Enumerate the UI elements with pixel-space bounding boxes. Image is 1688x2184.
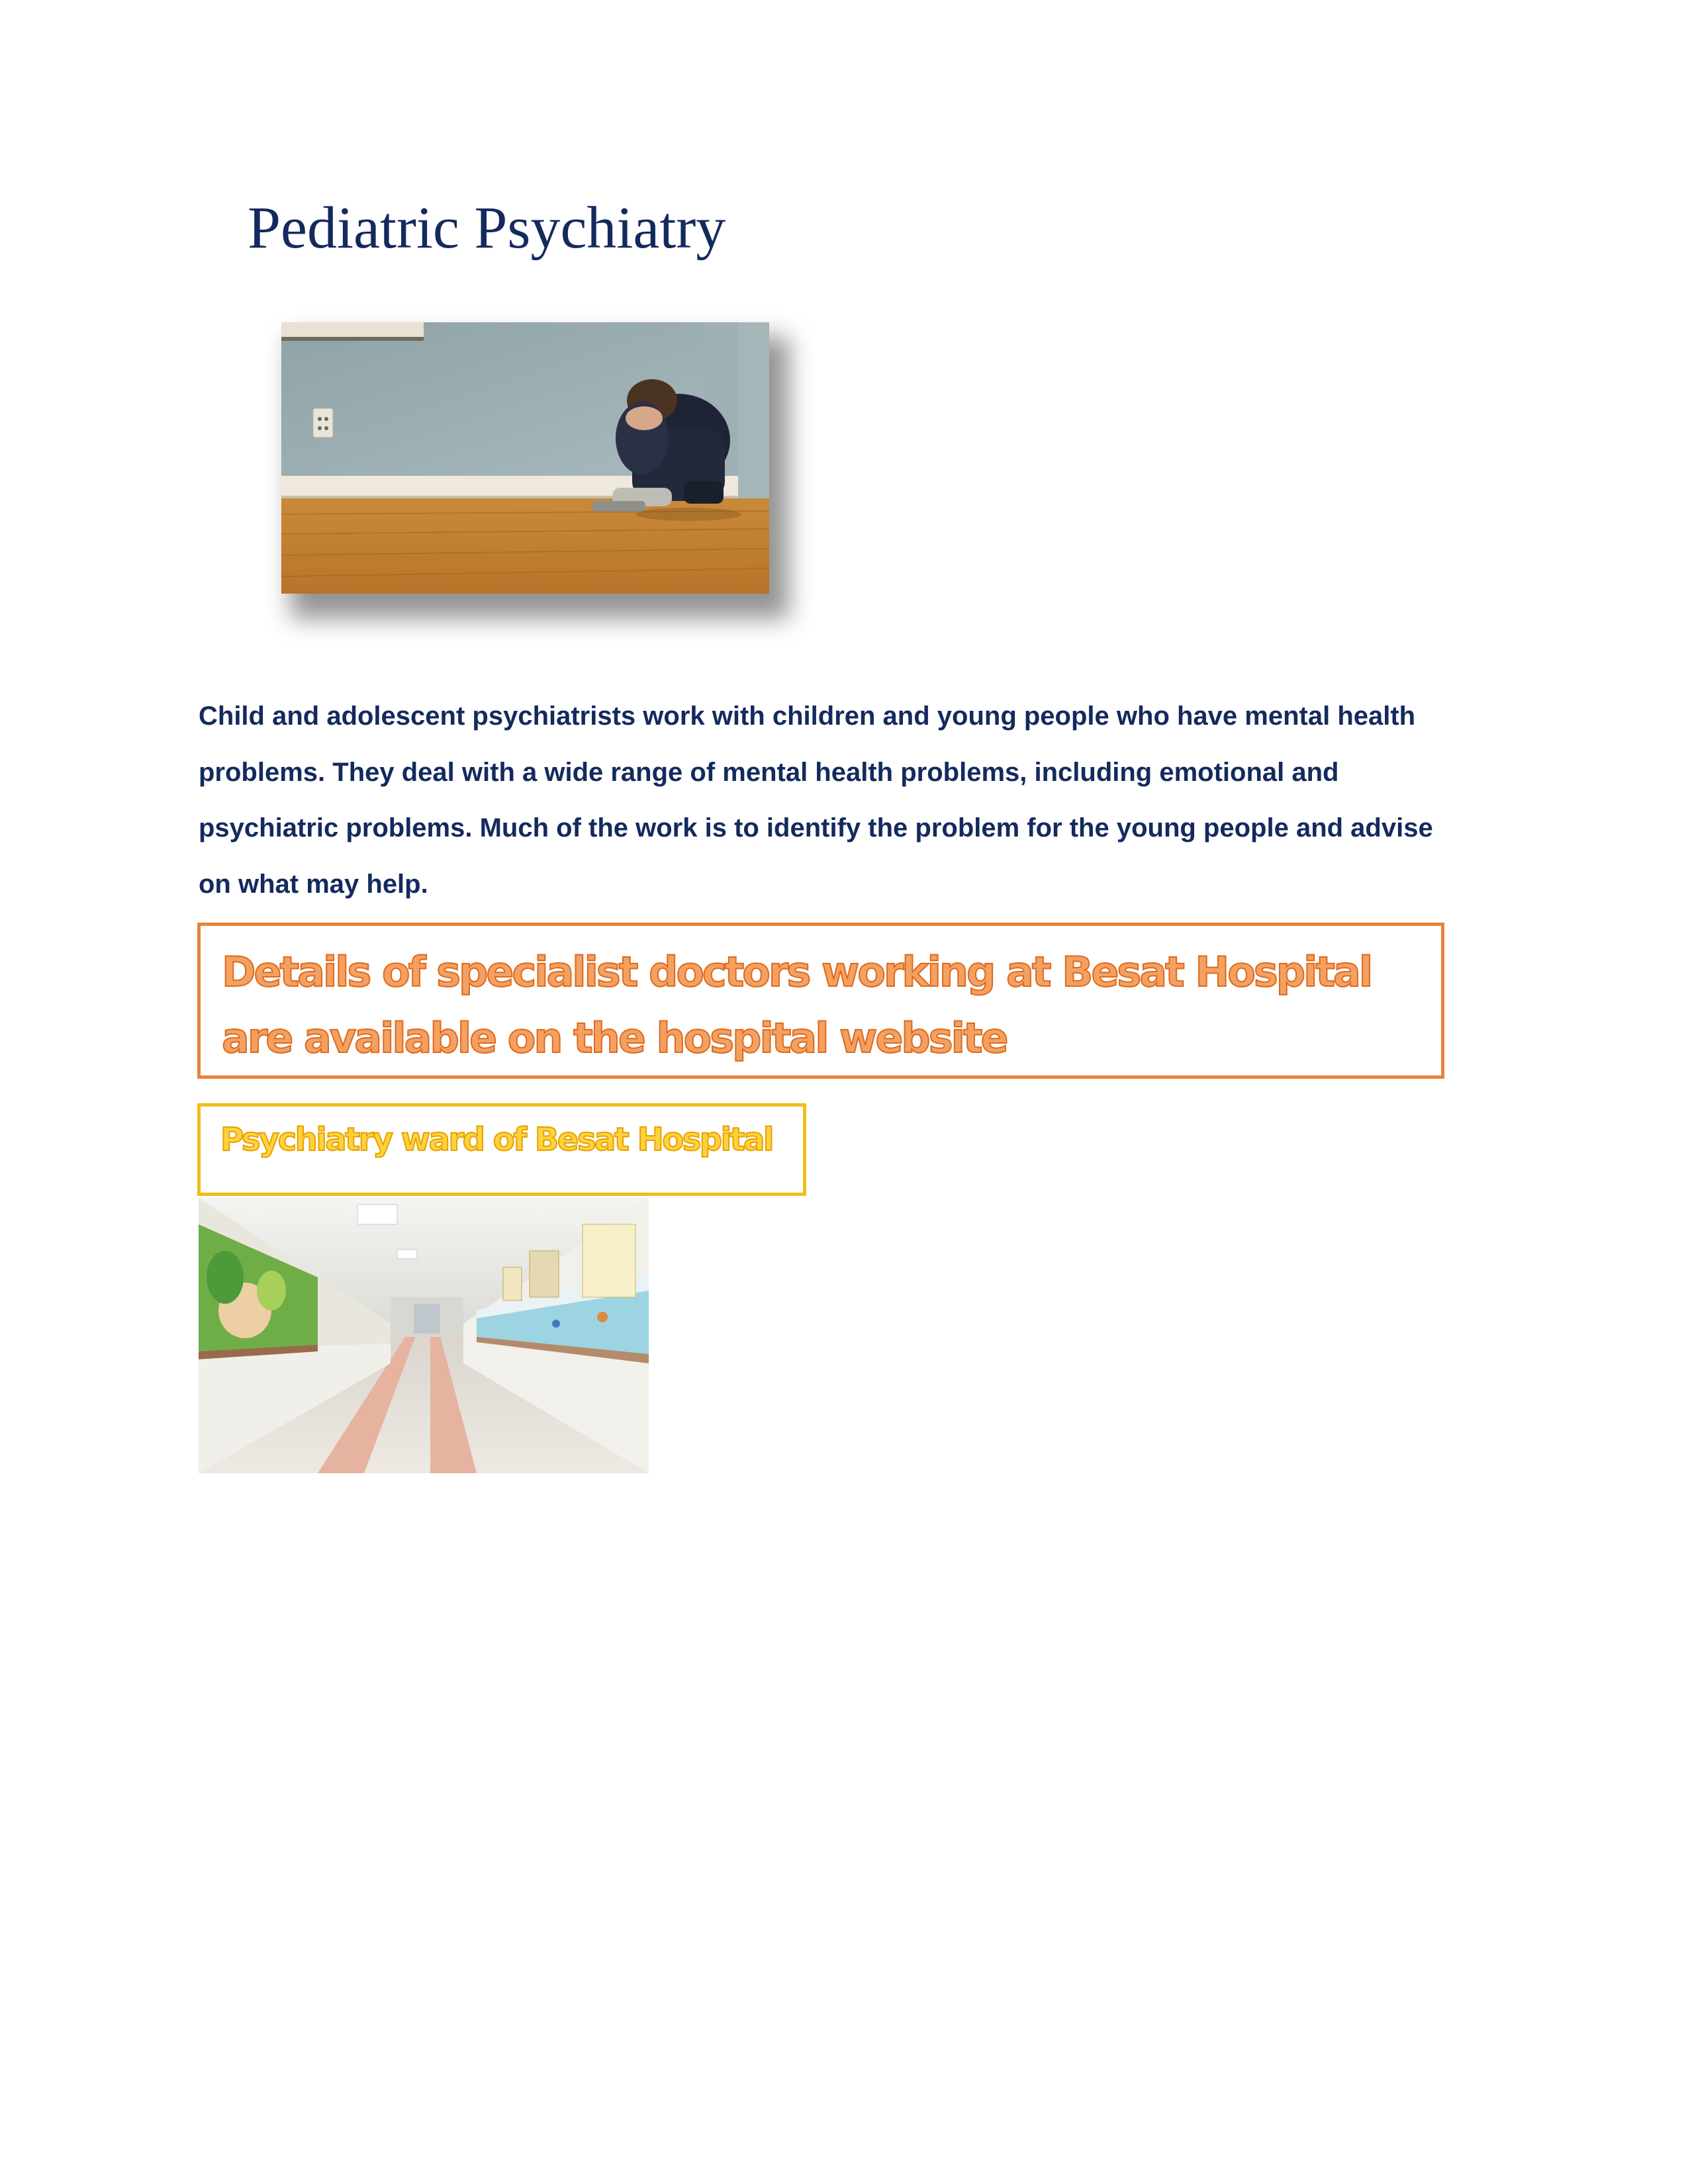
page-title: Pediatric Psychiatry xyxy=(248,195,726,261)
hospital-corridor-photo xyxy=(199,1198,649,1473)
child-sitting-photo xyxy=(281,322,769,594)
ward-caption-box xyxy=(197,1103,806,1196)
notice-text: Details of specialist doctors working at Besat Hospital are available on the hospital website xyxy=(222,948,1372,1062)
ward-caption: Psychiatry ward of Besat Hospital xyxy=(220,1121,773,1158)
description-paragraph: Child and adolescent psychiatrists work with children and young people who have mental health problems. They deal with a wide range of mental health problems, including emotional and psychiatric problems. Much of the work is to identify the problem for the young people and advise on what may help. xyxy=(199,702,1433,899)
notice-box xyxy=(197,923,1444,1079)
